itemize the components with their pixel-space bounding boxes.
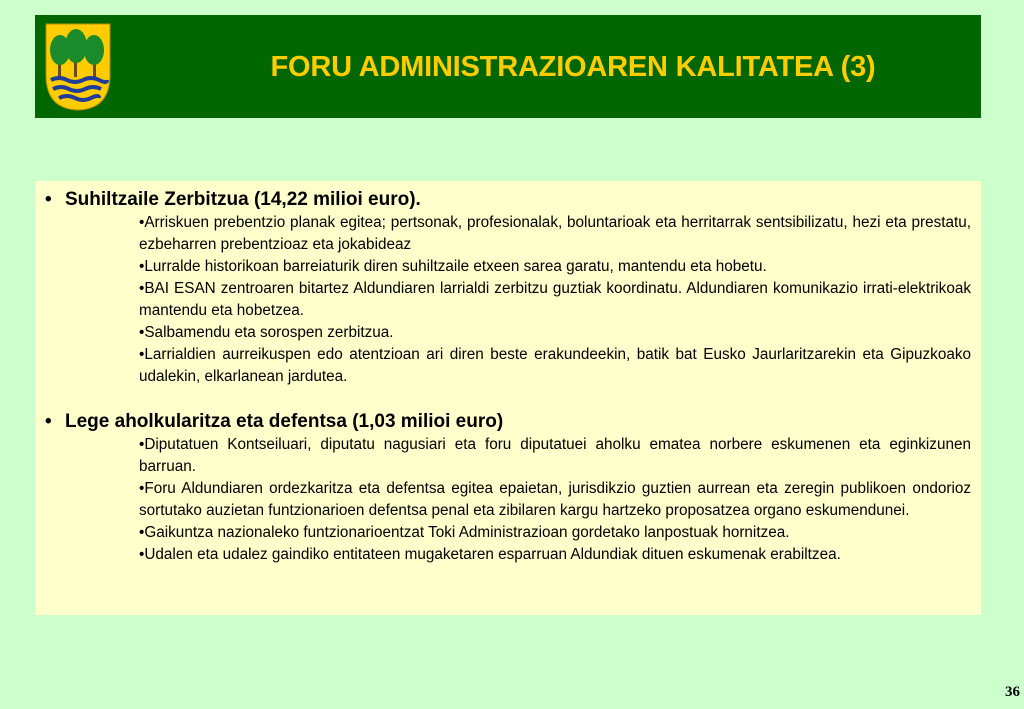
- content-box: [35, 181, 981, 615]
- bullet-icon: •: [45, 189, 52, 210]
- section-heading: [45, 411, 971, 433]
- list-item: •Udalen eta udalez gaindiko entitateen mugaketaren esparruan Aldundiak dituen eskumenak erabiltzea.: [139, 546, 841, 563]
- coat-of-arms-logo: [45, 23, 111, 111]
- list-item: •Foru Aldundiaren ordezkaritza eta defentsa egitea epaietan, jurisdikzio guztien aurrean eta zeregin publikoen ondorioz sortutako auzietan funtzionarioen defentsa penal eta zibilaren kargu hartzeko proposatzea organo eskumendunei.: [139, 480, 971, 519]
- page-number: 36: [1005, 684, 1020, 700]
- bullet-list: [139, 434, 971, 566]
- list-item: •Lurralde historikoan barreiaturik diren suhiltzaile etxeen sarea garatu, mantendu eta hobetu.: [139, 258, 767, 275]
- section-heading: [45, 189, 971, 211]
- list-item: •Diputatuen Kontseiluari, diputatu nagusiari eta foru diputatuei aholku ematea norbere eskumenen eta eginkizunen barruan.: [139, 436, 971, 475]
- list-item: •Gaikuntza nazionaleko funtzionarioentzat Toki Administrazioan gordetako lanpostuak hornitzea.: [139, 524, 790, 541]
- slide-header: [35, 15, 981, 118]
- list-item: •Larrialdien aurreikuspen edo atentzioan ari diren beste erakundeekin, batik bat Eusko Jaurlaritzarekin eta Gipuzkoako udalekin, elkarlanean jardutea.: [139, 346, 971, 385]
- list-item: •Salbamendu eta sorospen zerbitzua.: [139, 324, 394, 341]
- section-lege-aholkularitza: [45, 411, 971, 566]
- section-heading-text: Suhiltzaile Zerbitzua (14,22 milioi euro).: [65, 189, 421, 210]
- section-suhiltzaile: [45, 189, 971, 388]
- slide-title: FORU ADMINISTRAZIOAREN KALITATEA (3): [270, 51, 876, 83]
- bullet-list: [139, 212, 971, 388]
- list-item: •Arriskuen prebentzio planak egitea; pertsonak, profesionalak, boluntarioak eta herritarrak sentsibilizatu, hezi eta prestatu, ezbeharren prebentzioaz eta jokabideaz: [139, 214, 971, 253]
- bullet-icon: •: [45, 411, 52, 432]
- section-heading-text: Lege aholkularitza eta defentsa (1,03 milioi euro): [65, 411, 504, 432]
- list-item: •BAI ESAN zentroaren bitartez Aldundiaren larrialdi zerbitzu guztiak koordinatu. Aldundiaren komunikazio irrati-elektrikoak mantendu eta hobetzea.: [139, 280, 971, 319]
